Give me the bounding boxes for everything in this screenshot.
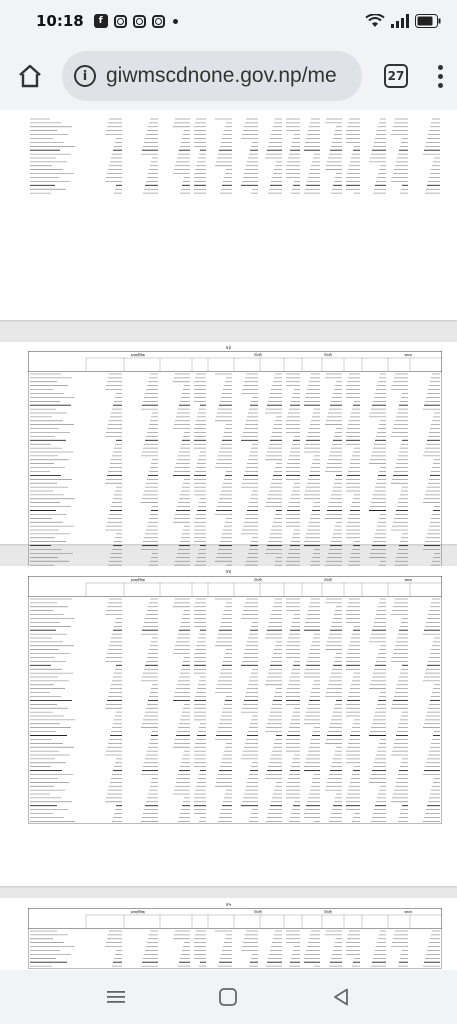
column-group-label: निजी: [254, 909, 262, 915]
data-table: [28, 576, 442, 876]
column-group-label: जम्मा: [404, 352, 412, 358]
browser-toolbar: [0, 42, 457, 110]
back-icon: [333, 988, 349, 1006]
address-bar[interactable]: [62, 51, 362, 101]
nav-home-button[interactable]: [208, 977, 248, 1017]
signal-icon: [391, 14, 409, 28]
column-group-label: निजी: [324, 909, 332, 915]
home-button[interactable]: [10, 56, 50, 96]
recents-icon: [107, 990, 125, 1004]
tab-switcher-button[interactable]: 27: [384, 64, 408, 88]
clock: 10:18: [36, 12, 84, 30]
wifi-icon: [365, 14, 385, 28]
document-page: [0, 898, 457, 970]
column-group-label: निजी: [324, 352, 332, 358]
column-group-label: सामाजिक: [130, 909, 146, 915]
nav-home-icon: [219, 988, 237, 1006]
column-group-label: निजी: [254, 577, 262, 583]
column-group-label: सामाजिक: [130, 577, 146, 583]
back-button[interactable]: [321, 977, 361, 1017]
data-table: [28, 908, 442, 970]
instagram-icon: [152, 15, 165, 28]
instagram-icon: [114, 15, 127, 28]
info-icon[interactable]: i: [74, 65, 96, 87]
column-group-label: जम्मा: [404, 577, 412, 583]
column-group-label: निजी: [324, 577, 332, 583]
document-page: [0, 110, 457, 320]
facebook-icon: f: [94, 14, 108, 28]
page-number: ४३: [225, 345, 232, 351]
column-group-label: सामाजिक: [130, 352, 146, 358]
column-group-label: जम्मा: [404, 909, 412, 915]
document-page: [0, 342, 457, 544]
column-group-label: निजी: [254, 352, 262, 358]
more-notifications-icon: [173, 19, 178, 24]
battery-icon: [415, 14, 441, 28]
document-viewer[interactable]: [0, 110, 457, 970]
page-number: ४४: [225, 569, 232, 575]
instagram-icon: [133, 15, 146, 28]
document-page: [0, 566, 457, 886]
status-bar: [0, 0, 457, 42]
url-text[interactable]: giwmscdnone.gov.np/me: [106, 64, 337, 87]
more-vert-icon[interactable]: [428, 56, 452, 96]
page-number: ४५: [225, 902, 232, 908]
system-nav-bar: [0, 970, 457, 1024]
recents-button[interactable]: [96, 977, 136, 1017]
data-table: [28, 116, 442, 276]
home-icon: [17, 64, 43, 88]
system-icons: [365, 14, 441, 28]
